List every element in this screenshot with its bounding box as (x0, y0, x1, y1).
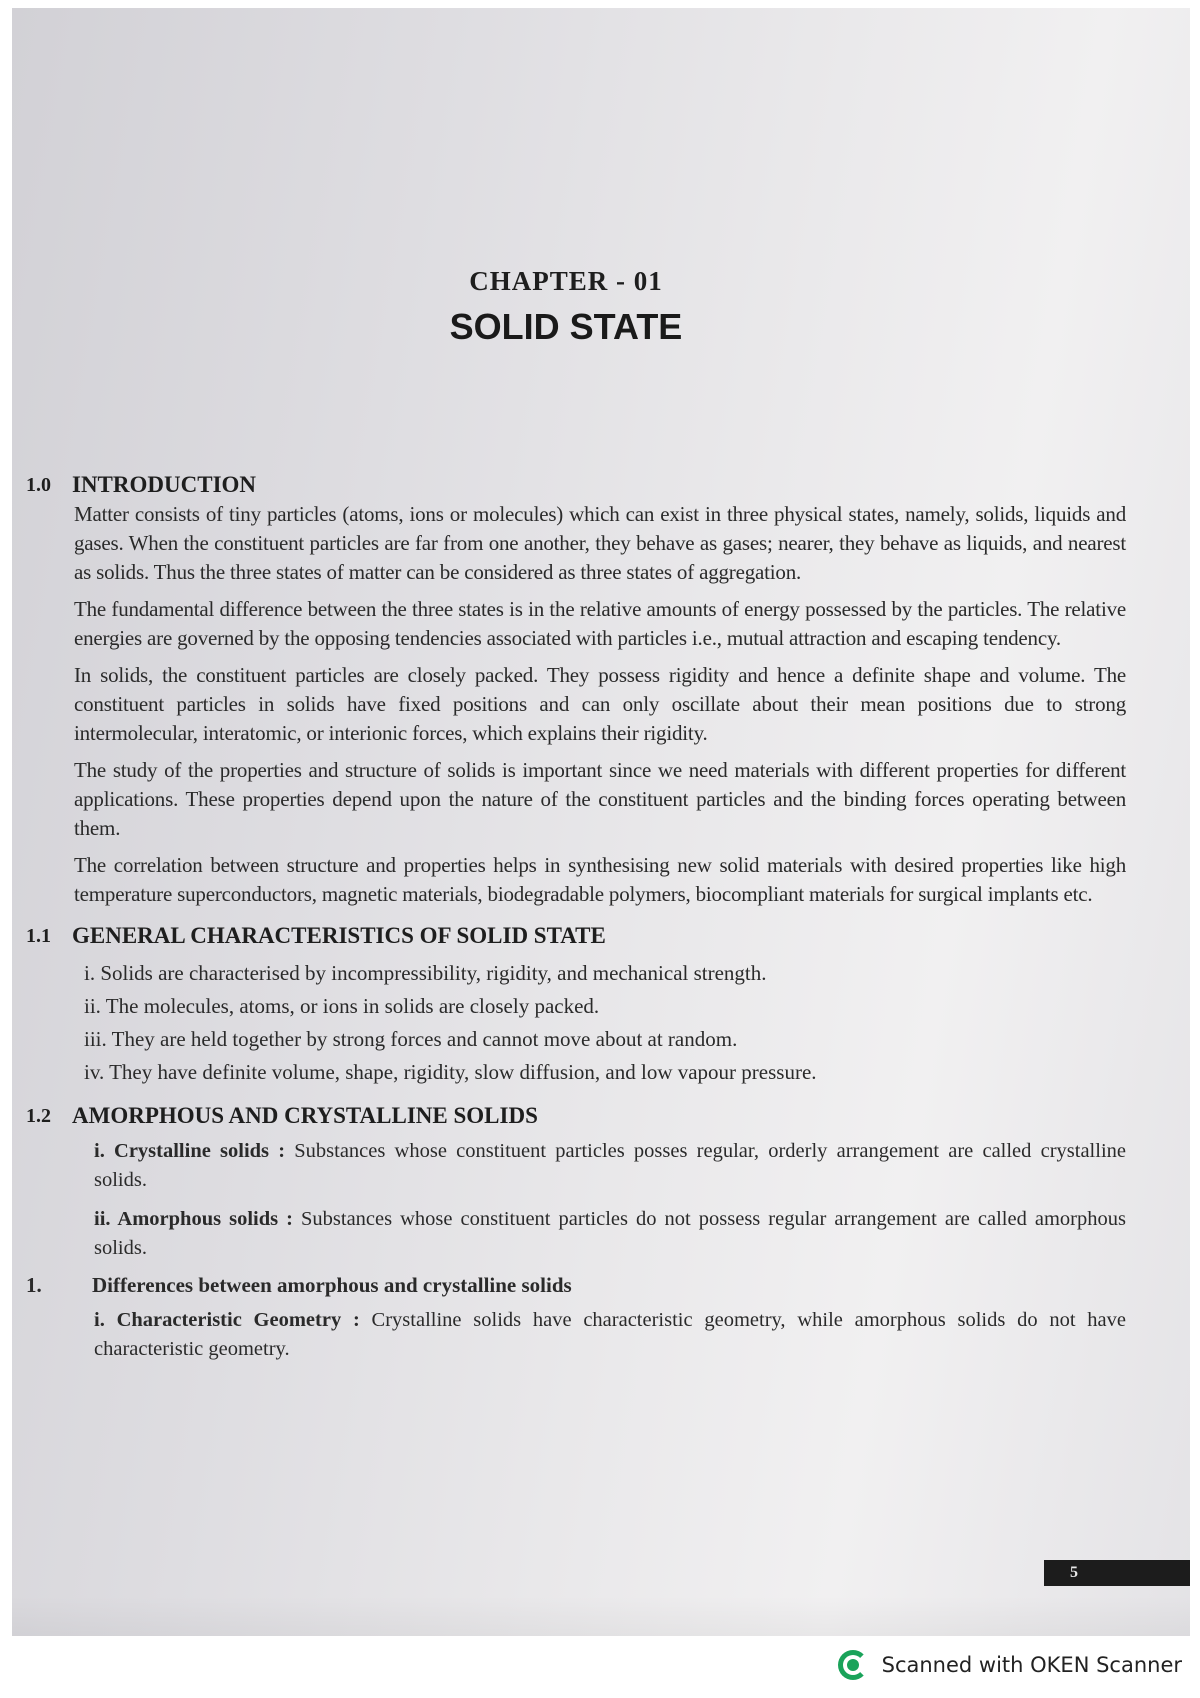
section-heading-general-characteristics (26, 921, 1126, 951)
intro-paragraph: The fundamental difference between the three states is in the relative amounts of energy possessed by the particles. The relative energies are governed by the opposing tendencies associated with particles i.e., mutual attraction and escaping tendency. (74, 597, 1126, 650)
definition-text: Substances whose constituent particles do not possess regular arrangement are called amorphous solids. (94, 1208, 1126, 1259)
definition-text: Substances whose constituent particles posses regular, orderly arrangement are called crystalline solids. (94, 1140, 1126, 1191)
list-item: i. Solids are characterised by incompressibility, rigidity, and mechanical strength. (84, 961, 767, 985)
subheading-differences (26, 1273, 1126, 1298)
intro-paragraph: The study of the properties and structure of solids is important since we need materials with different properties for different applications. These properties depend upon the nature of the constituent particles and the binding forces operating between them. (74, 758, 1126, 840)
section-number: 1.2 (26, 1105, 51, 1127)
scanner-text: Scanned with OKEN Scanner (881, 1653, 1182, 1677)
scanned-page (12, 8, 1190, 1636)
intro-paragraph: The correlation between structure and properties helps in synthesising new solid materials with desired properties like high temperature superconductors, magnetic materials, biodegradable polymers, biocompliant materials for surgical implants etc. (74, 853, 1126, 906)
intro-paragraph: Matter consists of tiny particles (atoms, ions or molecules) which can exist in three physical states, namely, solids, liquids and gases. When the constituent particles are far from one another, they behave as gases; nearer, they behave as liquids, and nearest as solids. Thus the three states of matter can be considered as three states of aggregation. (74, 502, 1126, 584)
definition-term: i. Crystalline solids : (94, 1140, 286, 1162)
section-title: INTRODUCTION (72, 472, 257, 497)
page-number: 5 (1044, 1560, 1190, 1586)
definition-text: Crystalline solids have characteristic geometry, while amorphous solids do not have characteristic geometry. (94, 1309, 1126, 1360)
subheading-title: Differences between amorphous and crystalline solids (92, 1273, 572, 1297)
section-heading-introduction (26, 470, 1126, 500)
list-item: iii. They are held together by strong forces and cannot move about at random. (84, 1027, 738, 1051)
section-number: 1.1 (26, 925, 51, 947)
list-item: ii. The molecules, atoms, or ions in solids are closely packed. (84, 994, 600, 1018)
intro-paragraph: In solids, the constituent particles are closely packed. They possess rigidity and hence a definite shape and volume. The constituent particles in solids have fixed positions and can only oscillate about their mean positions due to strong intermolecular, interatomic, or interionic forces, which explains their rigidity. (74, 663, 1126, 745)
definition-crystalline (94, 1137, 1126, 1195)
section-number: 1.0 (26, 474, 51, 496)
subheading-number: 1. (26, 1273, 42, 1297)
definition-term: ii. Amorphous solids : (94, 1208, 293, 1230)
section-title: GENERAL CHARACTERISTICS OF SOLID STATE (72, 923, 606, 948)
chapter-label: CHAPTER - 01 (469, 266, 663, 296)
scanner-logo-icon (838, 1650, 868, 1680)
chapter-title: SOLID STATE (449, 306, 683, 347)
scanner-watermark (838, 1650, 1182, 1680)
page-shadow (12, 1596, 1190, 1636)
section-title: AMORPHOUS AND CRYSTALLINE SOLIDS (72, 1103, 538, 1128)
list-item: iv. They have definite volume, shape, rigidity, slow diffusion, and low vapour pressure. (84, 1060, 817, 1084)
section-heading-amorphous-crystalline (26, 1101, 1126, 1131)
characteristics-list (84, 957, 1126, 1089)
page-content (26, 470, 1126, 1374)
definition-amorphous (94, 1205, 1126, 1263)
definition-term: i. Characteristic Geometry : (94, 1309, 360, 1331)
definition-characteristic-geometry (94, 1306, 1126, 1364)
